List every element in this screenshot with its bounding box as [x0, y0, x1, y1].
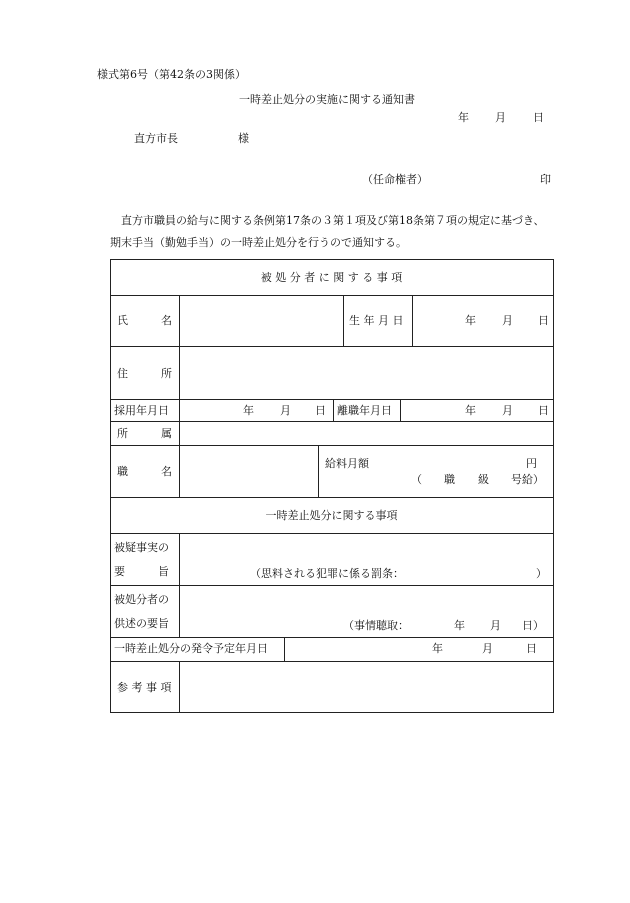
suspect-note: （思料される犯罪に係る罰条：: [250, 567, 404, 580]
hearing-month: 月: [490, 619, 501, 632]
retire-day: 日: [538, 404, 549, 417]
hearing-year: 年: [454, 619, 465, 632]
department-label: 所 属: [117, 427, 172, 440]
salary-yen: 円: [526, 457, 537, 470]
name-label: 氏 名: [117, 314, 172, 327]
seal-mark: 印: [540, 173, 551, 186]
grade-open-paren: （: [411, 473, 422, 486]
hire-day: 日: [315, 404, 326, 417]
section-subject: 被 処 分 者 に 関 す る 事 項: [260, 271, 403, 284]
suspect-label-2: 要 旨: [114, 565, 169, 578]
body-line-1: 直方市職員の給与に関する条例第17条の３第１項及び第18条第７項の規定に基づき、: [121, 214, 545, 227]
section-suspension: 一時差止処分に関する事項: [265, 509, 398, 522]
date-year: 年: [458, 111, 469, 124]
form-number: 様式第6号（第42条の3関係）: [97, 68, 246, 81]
suspect-close-paren: ）: [536, 567, 547, 580]
grade-rank: 職: [444, 473, 455, 486]
birth-month: 月: [502, 314, 513, 327]
hire-date-label: 採用年月日: [114, 404, 169, 417]
retire-month: 月: [502, 404, 513, 417]
address-label: 住 所: [117, 367, 172, 380]
appointer-label: （任命権者）: [362, 173, 428, 186]
hire-month: 月: [280, 404, 291, 417]
date-month: 月: [495, 111, 506, 124]
statement-label-2: 供述の要旨: [114, 617, 169, 630]
body-line-2: 期末手当（勤勉手当）の一時差止処分を行うので通知する。: [110, 236, 407, 249]
honorific: 様: [238, 132, 249, 145]
addressee: 直方市長: [134, 132, 178, 145]
grade-step: 号給）: [511, 473, 544, 486]
statement-label-1: 被処分者の: [114, 593, 169, 606]
retire-date-label: 離職年月日: [337, 404, 392, 417]
job-title-label: 職 名: [117, 465, 172, 478]
hearing-day: 日）: [522, 619, 544, 632]
birth-year: 年: [465, 314, 476, 327]
order-month: 月: [482, 642, 493, 655]
order-day: 日: [526, 642, 537, 655]
document-title: 一時差止処分の実施に関する通知書: [239, 93, 415, 106]
order-year: 年: [432, 642, 443, 655]
suspect-label-1: 被疑事実の: [114, 541, 169, 554]
date-day: 日: [533, 111, 544, 124]
remarks-label: 参 考 事 項: [117, 681, 172, 694]
retire-year: 年: [465, 404, 476, 417]
hearing-note: （事情聴取：: [343, 619, 409, 632]
birth-day: 日: [538, 314, 549, 327]
birth-label: 生 年 月 日: [349, 314, 404, 327]
hire-year: 年: [243, 404, 254, 417]
order-date-label: 一時差止処分の発令予定年月日: [114, 642, 268, 655]
salary-label: 給料月額: [325, 457, 369, 470]
grade-class: 級: [478, 473, 489, 486]
